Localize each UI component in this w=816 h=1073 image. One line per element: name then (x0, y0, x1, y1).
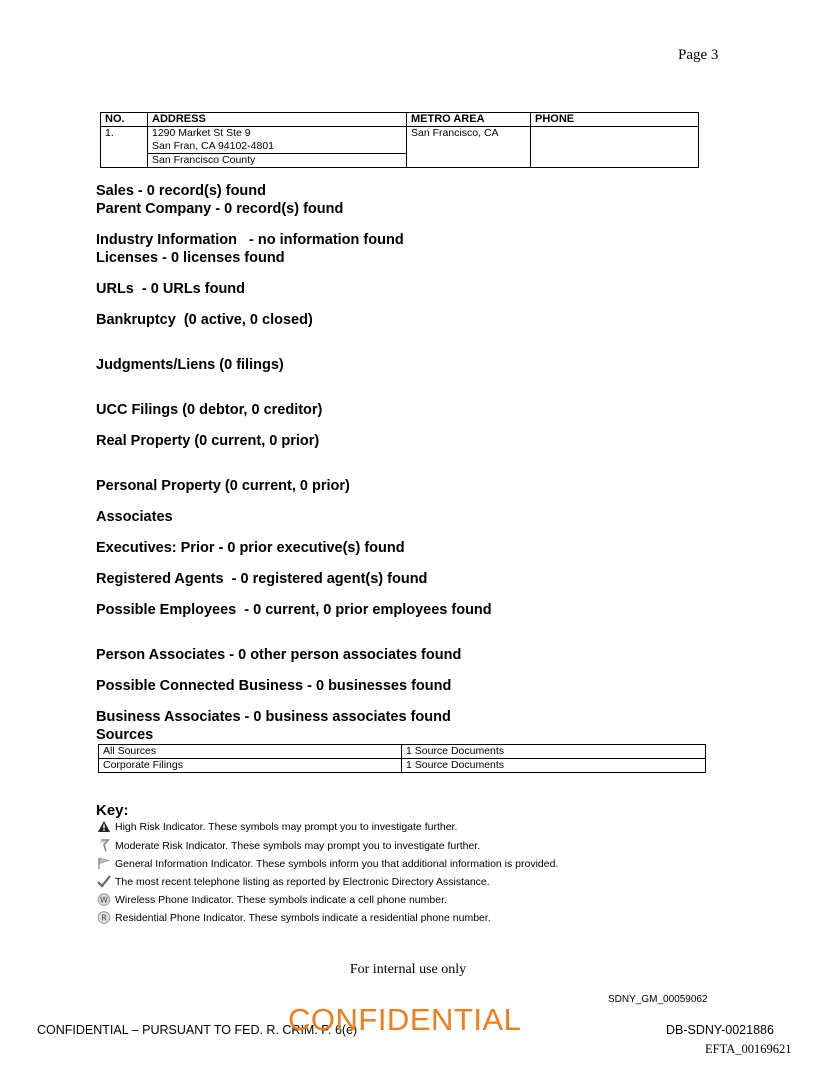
page-number: Page 3 (678, 47, 719, 63)
associates-heading: Associates (96, 509, 173, 525)
real-property-heading: Real Property (0 current, 0 prior) (96, 433, 320, 449)
connected-business-heading: Possible Connected Business - 0 businesses found (96, 678, 452, 694)
source-name: All Sources (99, 745, 402, 759)
ucc-filings-heading: UCC Filings (0 debtor, 0 creditor) (96, 402, 323, 418)
address-cell (148, 127, 407, 168)
key-item-text: Wireless Phone Indicator. These symbols indicate a cell phone number. (115, 893, 447, 906)
registered-agents-heading: Registered Agents - 0 registered agent(s) found (96, 571, 428, 587)
bates-number-db: DB-SDNY-0021886 (666, 1023, 774, 1037)
person-associates-heading: Person Associates - 0 other person associates found (96, 647, 462, 663)
key-item-text: Moderate Risk Indicator. These symbols may prompt you to investigate further. (115, 839, 481, 852)
executives-heading: Executives: Prior - 0 prior executive(s) found (96, 540, 405, 556)
col-phone-header: PHONE (531, 113, 699, 127)
key-item-text: The most recent telephone listing as reported by Electronic Directory Assistance. (115, 875, 490, 888)
sources-heading: Sources (96, 727, 154, 743)
wireless-icon (97, 893, 111, 906)
table-row (101, 127, 699, 168)
residential-icon (97, 911, 111, 924)
address-table-header (101, 113, 699, 127)
bankruptcy-heading: Bankruptcy (0 active, 0 closed) (96, 312, 313, 328)
source-count: 1 Source Documents (402, 745, 706, 759)
checkmark-icon (97, 875, 111, 888)
industry-heading: Industry Information - no information found (96, 232, 404, 248)
col-no-header: NO. (101, 113, 148, 127)
address-line: 1290 Market St Ste 9 (152, 127, 251, 139)
col-metro-header: METRO AREA (407, 113, 531, 127)
col-address-header: ADDRESS (148, 113, 407, 127)
efta-number: EFTA_00169621 (705, 1042, 792, 1056)
sales-heading: Sales - 0 record(s) found (96, 183, 267, 199)
key-item (97, 911, 491, 924)
moderate-risk-icon (97, 839, 111, 852)
key-item (97, 839, 480, 852)
key-item (97, 820, 457, 833)
address-line: San Francisco County (148, 153, 406, 167)
internal-use-note: For internal use only (349, 962, 467, 977)
confidential-notice: CONFIDENTIAL – PURSUANT TO FED. R. CRIM. P. 6(e) (37, 1023, 358, 1037)
parent-company-heading: Parent Company - 0 record(s) found (96, 201, 344, 217)
flag-icon (97, 857, 111, 870)
urls-heading: URLs - 0 URLs found (96, 281, 246, 297)
sources-table (98, 744, 706, 773)
svg-text:R: R (101, 913, 107, 923)
key-item (97, 857, 558, 870)
personal-property-heading: Personal Property (0 current, 0 prior) (96, 478, 350, 494)
key-item (97, 875, 490, 888)
high-risk-icon (97, 820, 111, 833)
address-table (100, 112, 699, 168)
source-count: 1 Source Documents (402, 759, 706, 773)
row-number: 1. (101, 127, 148, 168)
svg-text:W: W (100, 895, 108, 905)
address-line: San Fran, CA 94102-4801 (152, 140, 275, 152)
business-associates-heading: Business Associates - 0 business associates found (96, 709, 451, 725)
table-row (99, 759, 706, 773)
key-title: Key: (96, 802, 129, 819)
phone-cell (531, 127, 699, 168)
key-item-text: General Information Indicator. These symbols inform you that additional information is provided. (115, 857, 559, 870)
confidential-stamp: CONFIDENTIAL (288, 1002, 522, 1037)
possible-employees-heading: Possible Employees - 0 current, 0 prior employees found (96, 602, 492, 618)
key-item-text: High Risk Indicator. These symbols may prompt you to investigate further. (115, 820, 458, 833)
key-item-text: Residential Phone Indicator. These symbols indicate a residential phone number. (115, 911, 491, 924)
key-item (97, 893, 447, 906)
metro-area-cell: San Francisco, CA (407, 127, 531, 168)
licenses-heading: Licenses - 0 licenses found (96, 250, 285, 266)
judgments-heading: Judgments/Liens (0 filings) (96, 357, 284, 373)
bates-number-gm: SDNY_GM_00059062 (608, 994, 708, 1005)
source-name: Corporate Filings (99, 759, 402, 773)
table-row (99, 745, 706, 759)
